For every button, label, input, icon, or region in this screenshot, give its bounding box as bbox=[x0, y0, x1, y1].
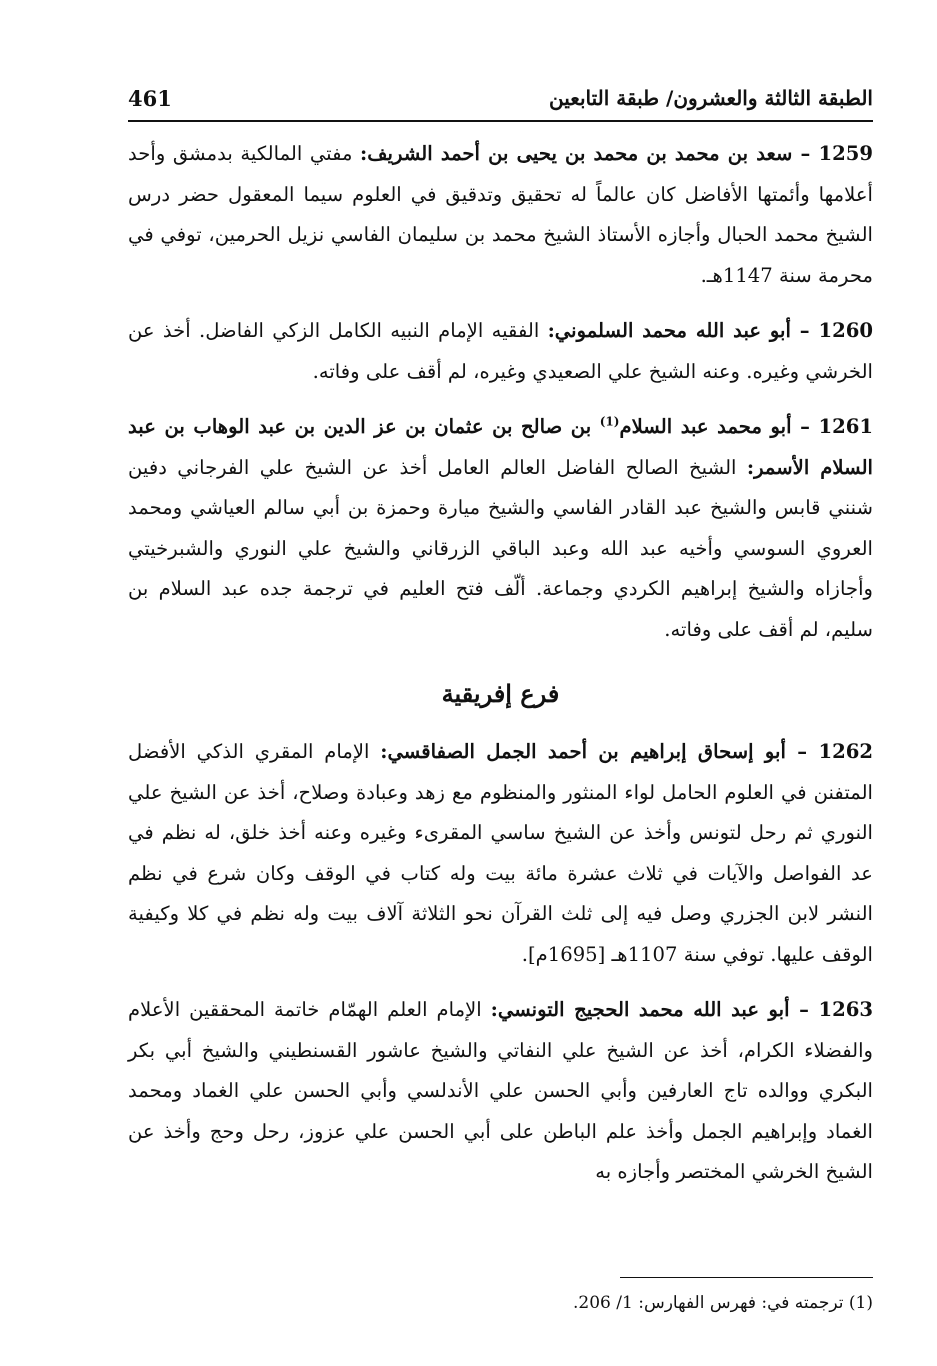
entry-text: مفتي المالكية بدمشق وأحد أعلامها وأئمتها الأفاضل كان عالماً له تحقيق وتدقيق في العلوم سيما المعقول حضر درس الشيخ محمد الحبال وأجازه الأستاذ الشيخ محمد بن سليمان الفاسي نزيل الحرمين، توفي في محرمة سنة 1147هـ. bbox=[128, 142, 873, 287]
entry-heading: 1260 – أبو عبد الله محمد السلموني: bbox=[547, 319, 874, 342]
entry-heading: 1263 – أبو عبد الله محمد الحجيج التونسي: bbox=[490, 998, 873, 1021]
entry-text: الشيخ الصالح الفاضل العالم العامل أخذ عن الشيخ علي الفرجاني دفين شنني قابس والشيخ عبد القادر الفاسي والشيخ ميارة وحمزة بن أبي سالم العياشي ومحمد العروي السوسي وأخيه عبد الله وعبد الباقي الزرقاني والشيخ علي النوري والشبرخيتي وأجازاه والشيخ إبراهيم الكردي وجماعة. ألّف فتح العليم في ترجمة جده عبد السلام بن سليم، لم أقف على وفاته. bbox=[128, 455, 873, 641]
page-body bbox=[128, 134, 873, 1208]
entry-1261 bbox=[128, 407, 873, 650]
section-heading: فرع إفريقية bbox=[441, 679, 560, 708]
entry-name: أبو عبد الله محمد السلموني bbox=[554, 319, 791, 342]
entry-heading: 1262 – أبو إسحاق إبراهيم بن أحمد الجمل الصفاقسي: bbox=[380, 740, 873, 763]
footnote-text: ترجمته في: فهرس الفهارس: 1/ 206. bbox=[573, 1293, 844, 1313]
entry-number: 1261 bbox=[818, 415, 873, 438]
running-title: الطبقة الثالثة والعشرون/ طبقة التابعين bbox=[549, 86, 873, 110]
entry-name: أبو عبد الله محمد الحجيج التونسي bbox=[497, 998, 790, 1021]
footnote bbox=[128, 1290, 873, 1316]
entry-name-part1: أبو محمد عبد السلام bbox=[619, 415, 792, 438]
page-number: 461 bbox=[128, 86, 172, 111]
entry-heading: 1261 – أبو محمد عبد السلام$^{(1)}$ بن صالح بن عثمان بن عز الدين بن عبد الوهاب بن عبد السلام الأسمر: bbox=[128, 414, 873, 479]
entry-name: أبو إسحاق إبراهيم بن أحمد الجمل الصفاقسي bbox=[387, 740, 786, 763]
footnote-mark: (1) bbox=[848, 1293, 873, 1313]
entry-text: الفقيه الإمام النبيه الكامل الزكي الفاضل. أخذ عن الخرشي وغيره. وعنه الشيخ علي الصعيدي وغيره، لم أقف على وفاته. bbox=[128, 319, 873, 383]
entry-heading: 1259 – سعد بن محمد بن محمد بن يحيى بن أحمد الشريف: bbox=[360, 142, 873, 165]
page-header bbox=[128, 86, 873, 122]
entry-1263 bbox=[128, 990, 873, 1193]
entry-number: 1259 bbox=[818, 142, 873, 165]
entry-name: سعد بن محمد بن محمد بن يحيى بن أحمد الشريف bbox=[367, 142, 793, 165]
entry-1260 bbox=[128, 311, 873, 392]
entry-number: 1260 bbox=[818, 319, 874, 342]
footnote-reference[interactable]: (1) bbox=[599, 414, 620, 429]
entry-1262 bbox=[128, 732, 873, 975]
footnote-divider bbox=[620, 1277, 873, 1278]
entry-text: الإمام العلم الهمّام خاتمة المحققين الأعلام والفضلاء الكرام، أخذ عن الشيخ علي النفاتي والشيخ عاشور القسنطيني والشيخ أبي بكر البكري ووالده تاج العارفين وأبي الحسن علي الأندلسي وأبي الحسن علي الغماد ومحمد الغماد وإبراهيم الجمل وأخذ علم الباطن على أبي الحسن علي عزوز، رحل وحج وأخذ عن الشيخ الخرشي المختصر وأجازه به bbox=[128, 998, 873, 1183]
entry-1259 bbox=[128, 134, 873, 296]
entry-number: 1263 bbox=[818, 998, 873, 1021]
entry-name-part2: بن صالح بن عثمان بن عز الدين بن عبد الوهاب بن عبد السلام الأسمر bbox=[128, 415, 873, 479]
entry-text: الإمام المقري الذكي الأفضل المتفنن في العلوم الحامل لواء المنثور والمنظوم مع زهد وعبادة وصلاح، أخذ عن الشيخ علي النوري ثم رحل لتونس وأخذ عن الشيخ ساسي المقرىء وغيره وعنه أخذ خلق، له نظم في عد الفواصل والآيات في ثلاث عشرة مائة بيت وله كتاب في الوقف وكان شرع في نظم النشر لابن الجزري وصل فيه إلى ثلث القرآن نحو الثلاثة آلاف بيت وله نظم في كلا وكيفية الوقف عليها. توفي سنة 1107هـ [1695م]. bbox=[128, 740, 873, 966]
entry-number: 1262 bbox=[818, 740, 873, 763]
